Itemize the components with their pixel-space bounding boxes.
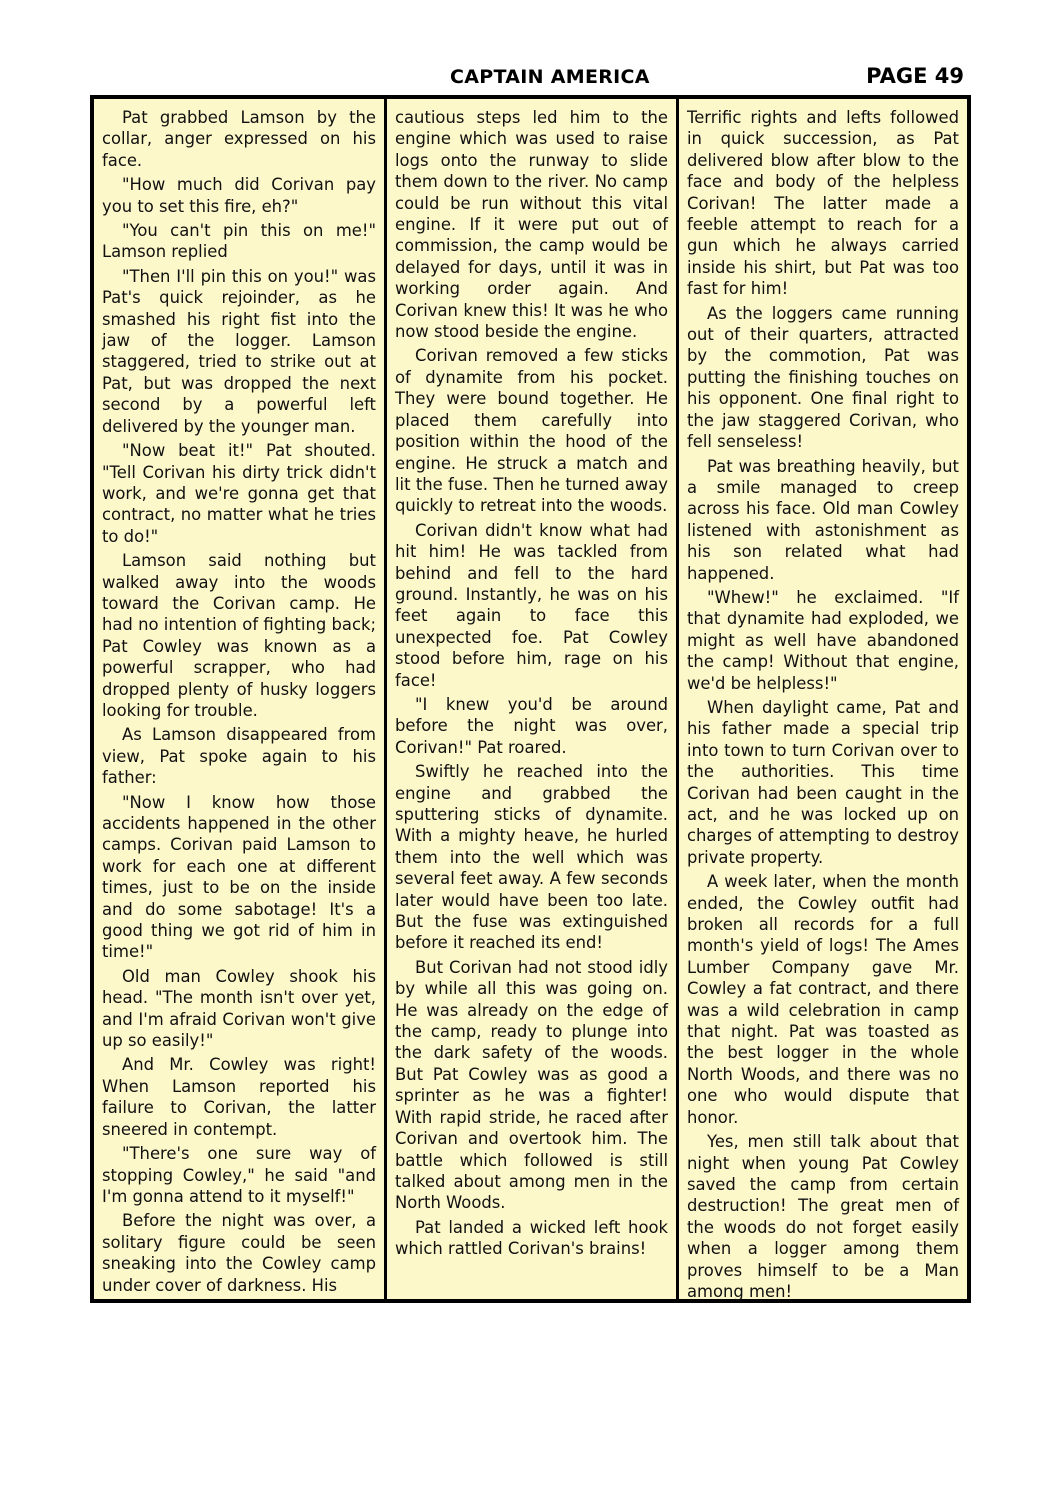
magazine-title: CAPTAIN AMERICA <box>450 66 650 88</box>
paragraph: As the loggers came running out of their quarters, attracted by the commotion, Pat was putting the finishing touches on his opponent. One final right to the jaw staggered Corivan, who fell senseless! <box>687 303 959 452</box>
paragraph: Yes, men still talk about that night when young Pat Cowley saved the camp from certain destruction! The great men of the woods do not forget easily when a logger among them proves himself to be a Man among men! <box>687 1132 959 1301</box>
paragraph: But Corivan had not stood idly by while all this was going on. He was already on the edge of the camp, ready to plunge into the dark safety of the woods. But Pat Cowley was as good a sprinter as he was a fighter! With rapid stride, he raced after Corivan and overtook him. The battle which followed is still talked about among men in the North Woods. <box>395 957 668 1213</box>
paragraph: "Then I'll pin this on you!" was Pat's quick rejoinder, as he smashed his right fist into the jaw of the logger. Lamson staggered, tried to strike out at Pat, but was dropped the next second by a powerful left delivered by the younger man. <box>102 266 376 436</box>
paragraph: "I knew you'd be around before the night was over, Corivan!" Pat roared. <box>395 694 668 757</box>
text-column-2 <box>387 99 679 1299</box>
paragraph: cautious steps led him to the engine which was used to raise logs onto the runway to slide them down to the river. No camp could be run without this vital engine. If it were put out of commission, the camp would be delayed for days, until it was in working order again. And Corivan knew this! It was he who now stood beside the engine. <box>395 108 668 342</box>
text-column-3 <box>679 99 967 1299</box>
paragraph: Pat was breathing heavily, but a smile managed to creep across his face. Old man Cowley listened with astonishment as his son related what had happened. <box>687 456 959 583</box>
paragraph: Corivan removed a few sticks of dynamite from his pocket. They were bound together. He placed them carefully into position within the hood of the engine. He struck a match and lit the fuse. Then he turned away quickly to retreat into the woods. <box>395 346 668 516</box>
paragraph: A week later, when the month ended, the Cowley outfit had broken all records for a full month's yield of logs! The Ames Lumber Company gave Mr. Cowley a fat contract, and there was a wild celebration in camp that night. Pat was toasted as the best logger in the whole North Woods, and there was no one who would dispute that honor. <box>687 872 959 1127</box>
page-header <box>90 64 970 92</box>
paragraph: Swiftly he reached into the engine and grabbed the sputtering sticks of dynamite. With a mighty heave, he hurled them into the well which was several feet away. A few seconds later would have been too late. But the fuse was extinguished before it reached its end! <box>395 762 668 953</box>
page-number: PAGE 49 <box>866 64 964 88</box>
text-column-1 <box>94 99 387 1299</box>
paragraph: Terrific rights and lefts followed in quick succession, as Pat delivered blow after blow to the face and body of the helpless Corivan! The latter made a feeble attempt to reach for a gun which he always carried inside his shirt, but Pat was too fast for him! <box>687 108 959 299</box>
paragraph: Before the night was over, a solitary figure could be seen sneaking into the Cowley camp under cover of darkness. His <box>102 1211 376 1295</box>
paragraph: "Now beat it!" Pat shouted. "Tell Corivan his dirty trick didn't work, and we're gonna get that contract, no matter what he tries to do!" <box>102 441 376 546</box>
paragraph: Corivan didn't know what had hit him! He was tackled from behind and fell to the hard ground. Instantly, he was on his feet again to face this unexpected foe. Pat Cowley stood before him, rage on his face! <box>395 520 668 690</box>
paragraph: Lamson said nothing but walked away into the woods toward the Corivan camp. He had no intention of fighting back; Pat Cowley was known as a powerful scrapper, who had dropped plenty of husky loggers looking for trouble. <box>102 551 376 720</box>
paragraph: "Now I know how those accidents happened in the other camps. Corivan paid Lamson to work for each one at different times, just to be on the inside and do some sabotage! It's a good thing we got rid of him in time!" <box>102 792 376 962</box>
paragraph: Old man Cowley shook his head. "The month isn't over yet, and I'm afraid Corivan won't give up so easily!" <box>102 966 376 1051</box>
paragraph: "You can't pin this on me!" Lamson replied <box>102 221 376 262</box>
paragraph: "How much did Corivan pay you to set this fire, eh?" <box>102 175 376 216</box>
story-frame <box>90 95 971 1303</box>
paragraph: "Whew!" he exclaimed. "If that dynamite had exploded, we might as well have abandoned the camp! Without that engine, we'd be helpless!" <box>687 587 959 693</box>
paragraph: Pat grabbed Lamson by the collar, anger expressed on his face. <box>102 108 376 170</box>
paragraph: Pat landed a wicked left hook which rattled Corivan's brains! <box>395 1217 668 1259</box>
paragraph: And Mr. Cowley was right! When Lamson reported his failure to Corivan, the latter sneered in contempt. <box>102 1055 376 1139</box>
paragraph: As Lamson disappeared from view, Pat spoke again to his father: <box>102 725 376 788</box>
paragraph: "There's one sure way of stopping Cowley," he said "and I'm gonna attend to it myself!" <box>102 1144 376 1206</box>
paragraph: When daylight came, Pat and his father made a special trip into town to turn Corivan over to the authorities. This time Corivan had been caught in the act, and he was locked up on charges of attempting to destroy private property. <box>687 697 959 867</box>
